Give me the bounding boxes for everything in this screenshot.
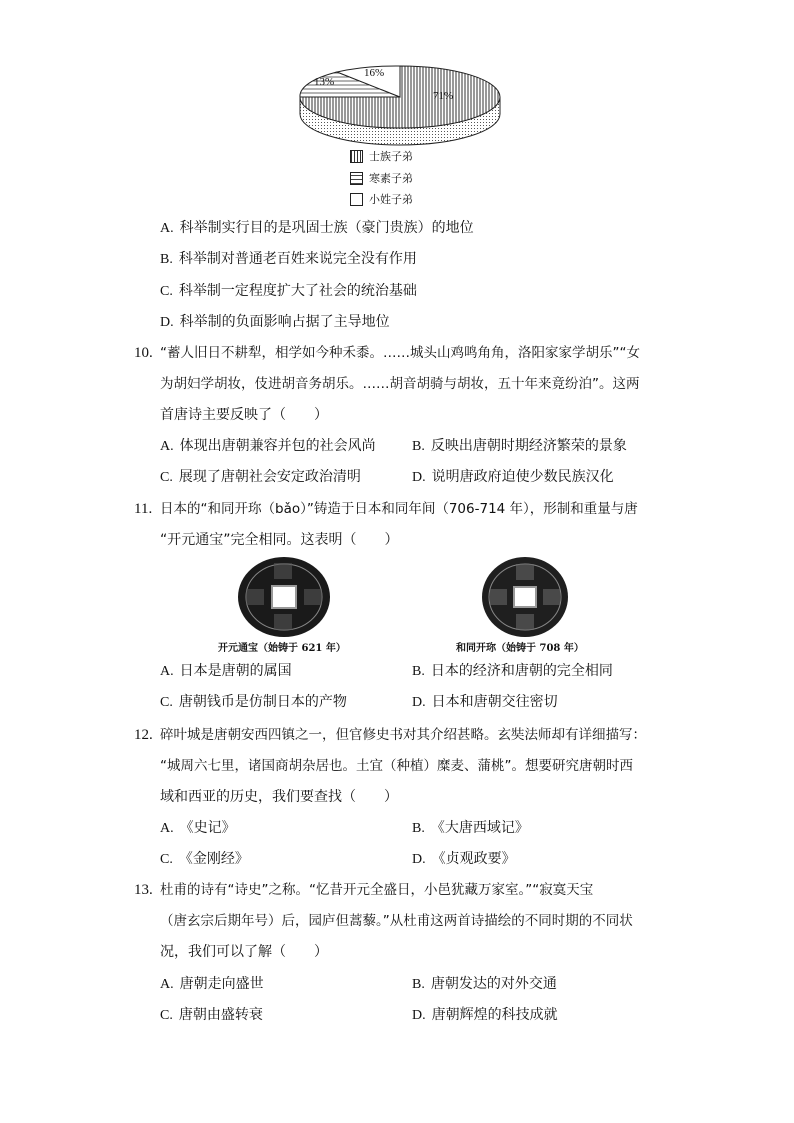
q12-stem-line-3: 域和西亚的历史，我们要查找（ ） [160, 789, 398, 805]
legend-swatch-shizu [350, 150, 363, 163]
q11-stem-line-2: “开元通宝”完全相同。这表明（ ） [160, 532, 399, 548]
legend-swatch-hansu [350, 172, 363, 185]
q10-option-d[interactable]: D. 说明唐政府迫使少数民族汉化 [412, 469, 614, 485]
legend-item-hansu [350, 170, 413, 186]
q13-option-a[interactable]: A. 唐朝走向盛世 [160, 976, 264, 992]
coin-kaiyuan-image [234, 556, 334, 638]
q12-stem-line-1: 碎叶城是唐朝安西四镇之一，但官修史书对其介绍甚略。玄奘法师却有详细描写： [160, 727, 646, 743]
q10-option-a[interactable]: A. 体现出唐朝兼容并包的社会风尚 [160, 438, 376, 454]
pie-label-hansu: 13% [314, 76, 335, 88]
q9-option-d[interactable]: D. 科举制的负面影响占据了主导地位 [160, 314, 390, 330]
q13-option-c[interactable]: C. 唐朝由盛转衰 [160, 1007, 263, 1023]
legend-label-xiaoxing: 小姓子弟 [369, 193, 413, 206]
q11-stem-line-1: 日本的“和同开珎（bǎo）”铸造于日本和同年间（706-714 年），形制和重量与唐 [160, 501, 638, 517]
q11-option-a[interactable]: A. 日本是唐朝的属国 [160, 663, 292, 679]
q10-option-b[interactable]: B. 反映出唐朝时期经济繁荣的景象 [412, 438, 627, 454]
q12-option-c[interactable]: C. 《金刚经》 [160, 851, 249, 867]
q13-stem-line-2: （唐玄宗后期年号）后，园庐但蒿藜。”从杜甫这两首诗描绘的不同时期的不同状 [160, 913, 633, 929]
q10-stem-line-1: “蓄人旧日不耕犁，相学如今种禾黍。……城头山鸡鸣角角，洛阳家家学胡乐”“女 [160, 345, 640, 361]
legend-item-xiaoxing [350, 191, 413, 207]
coin-wadokaichin-image [478, 556, 572, 638]
q10-stem-line-2: 为胡妇学胡妆，伎进胡音务胡乐。……胡音胡骑与胡妆，五十年来竟纷泊”。这两 [160, 376, 640, 392]
q12-option-b[interactable]: B. 《大唐西域记》 [412, 820, 529, 836]
legend-label-hansu: 寒素子弟 [369, 172, 413, 185]
coin-wadokaichin-caption: 和同开珎（始铸于 708 年） [456, 643, 584, 654]
q13-option-d[interactable]: D. 唐朝辉煌的科技成就 [412, 1007, 558, 1023]
coin-kaiyuan-caption: 开元通宝（始铸于 621 年） [218, 643, 346, 654]
q13-number: 13. [134, 882, 153, 898]
pie-label-shizu: 71% [433, 90, 454, 102]
legend-item-shizu [350, 148, 413, 164]
q10-option-c[interactable]: C. 展现了唐朝社会安定政治清明 [160, 469, 361, 485]
pie-chart [290, 52, 510, 152]
pie-label-xiaoxing: 16% [364, 67, 385, 79]
q12-number: 12. [134, 727, 153, 743]
q12-stem-line-2: “城周六七里，诸国商胡杂居也。土宜（种植）糜麦、蒲桃”。想要研究唐朝时西 [160, 758, 633, 774]
legend-label-shizu: 士族子弟 [369, 150, 413, 163]
q13-option-b[interactable]: B. 唐朝发达的对外交通 [412, 976, 557, 992]
q11-number: 11. [134, 501, 153, 517]
q9-option-b[interactable]: B. 科举制对普通老百姓来说完全没有作用 [160, 251, 417, 267]
q10-number: 10. [134, 345, 153, 361]
q11-option-c[interactable]: C. 唐朝钱币是仿制日本的产物 [160, 694, 347, 710]
q12-option-a[interactable]: A. 《史记》 [160, 820, 236, 836]
q13-stem-line-3: 况，我们可以了解（ ） [160, 944, 328, 960]
q11-option-d[interactable]: D. 日本和唐朝交往密切 [412, 694, 558, 710]
q10-stem-line-3: 首唐诗主要反映了（ ） [160, 407, 328, 423]
q12-option-d[interactable]: D. 《贞观政要》 [412, 851, 516, 867]
q11-option-b[interactable]: B. 日本的经济和唐朝的完全相同 [412, 663, 613, 679]
q13-stem-line-1: 杜甫的诗有“诗史”之称。“忆昔开元全盛日，小邑犹藏万家室。”“寂寞天宝 [160, 882, 594, 898]
q9-option-a[interactable]: A. 科举制实行目的是巩固士族（豪门贵族）的地位 [160, 220, 474, 236]
q9-option-c[interactable]: C. 科举制一定程度扩大了社会的统治基础 [160, 283, 417, 299]
legend-swatch-xiaoxing [350, 193, 363, 206]
